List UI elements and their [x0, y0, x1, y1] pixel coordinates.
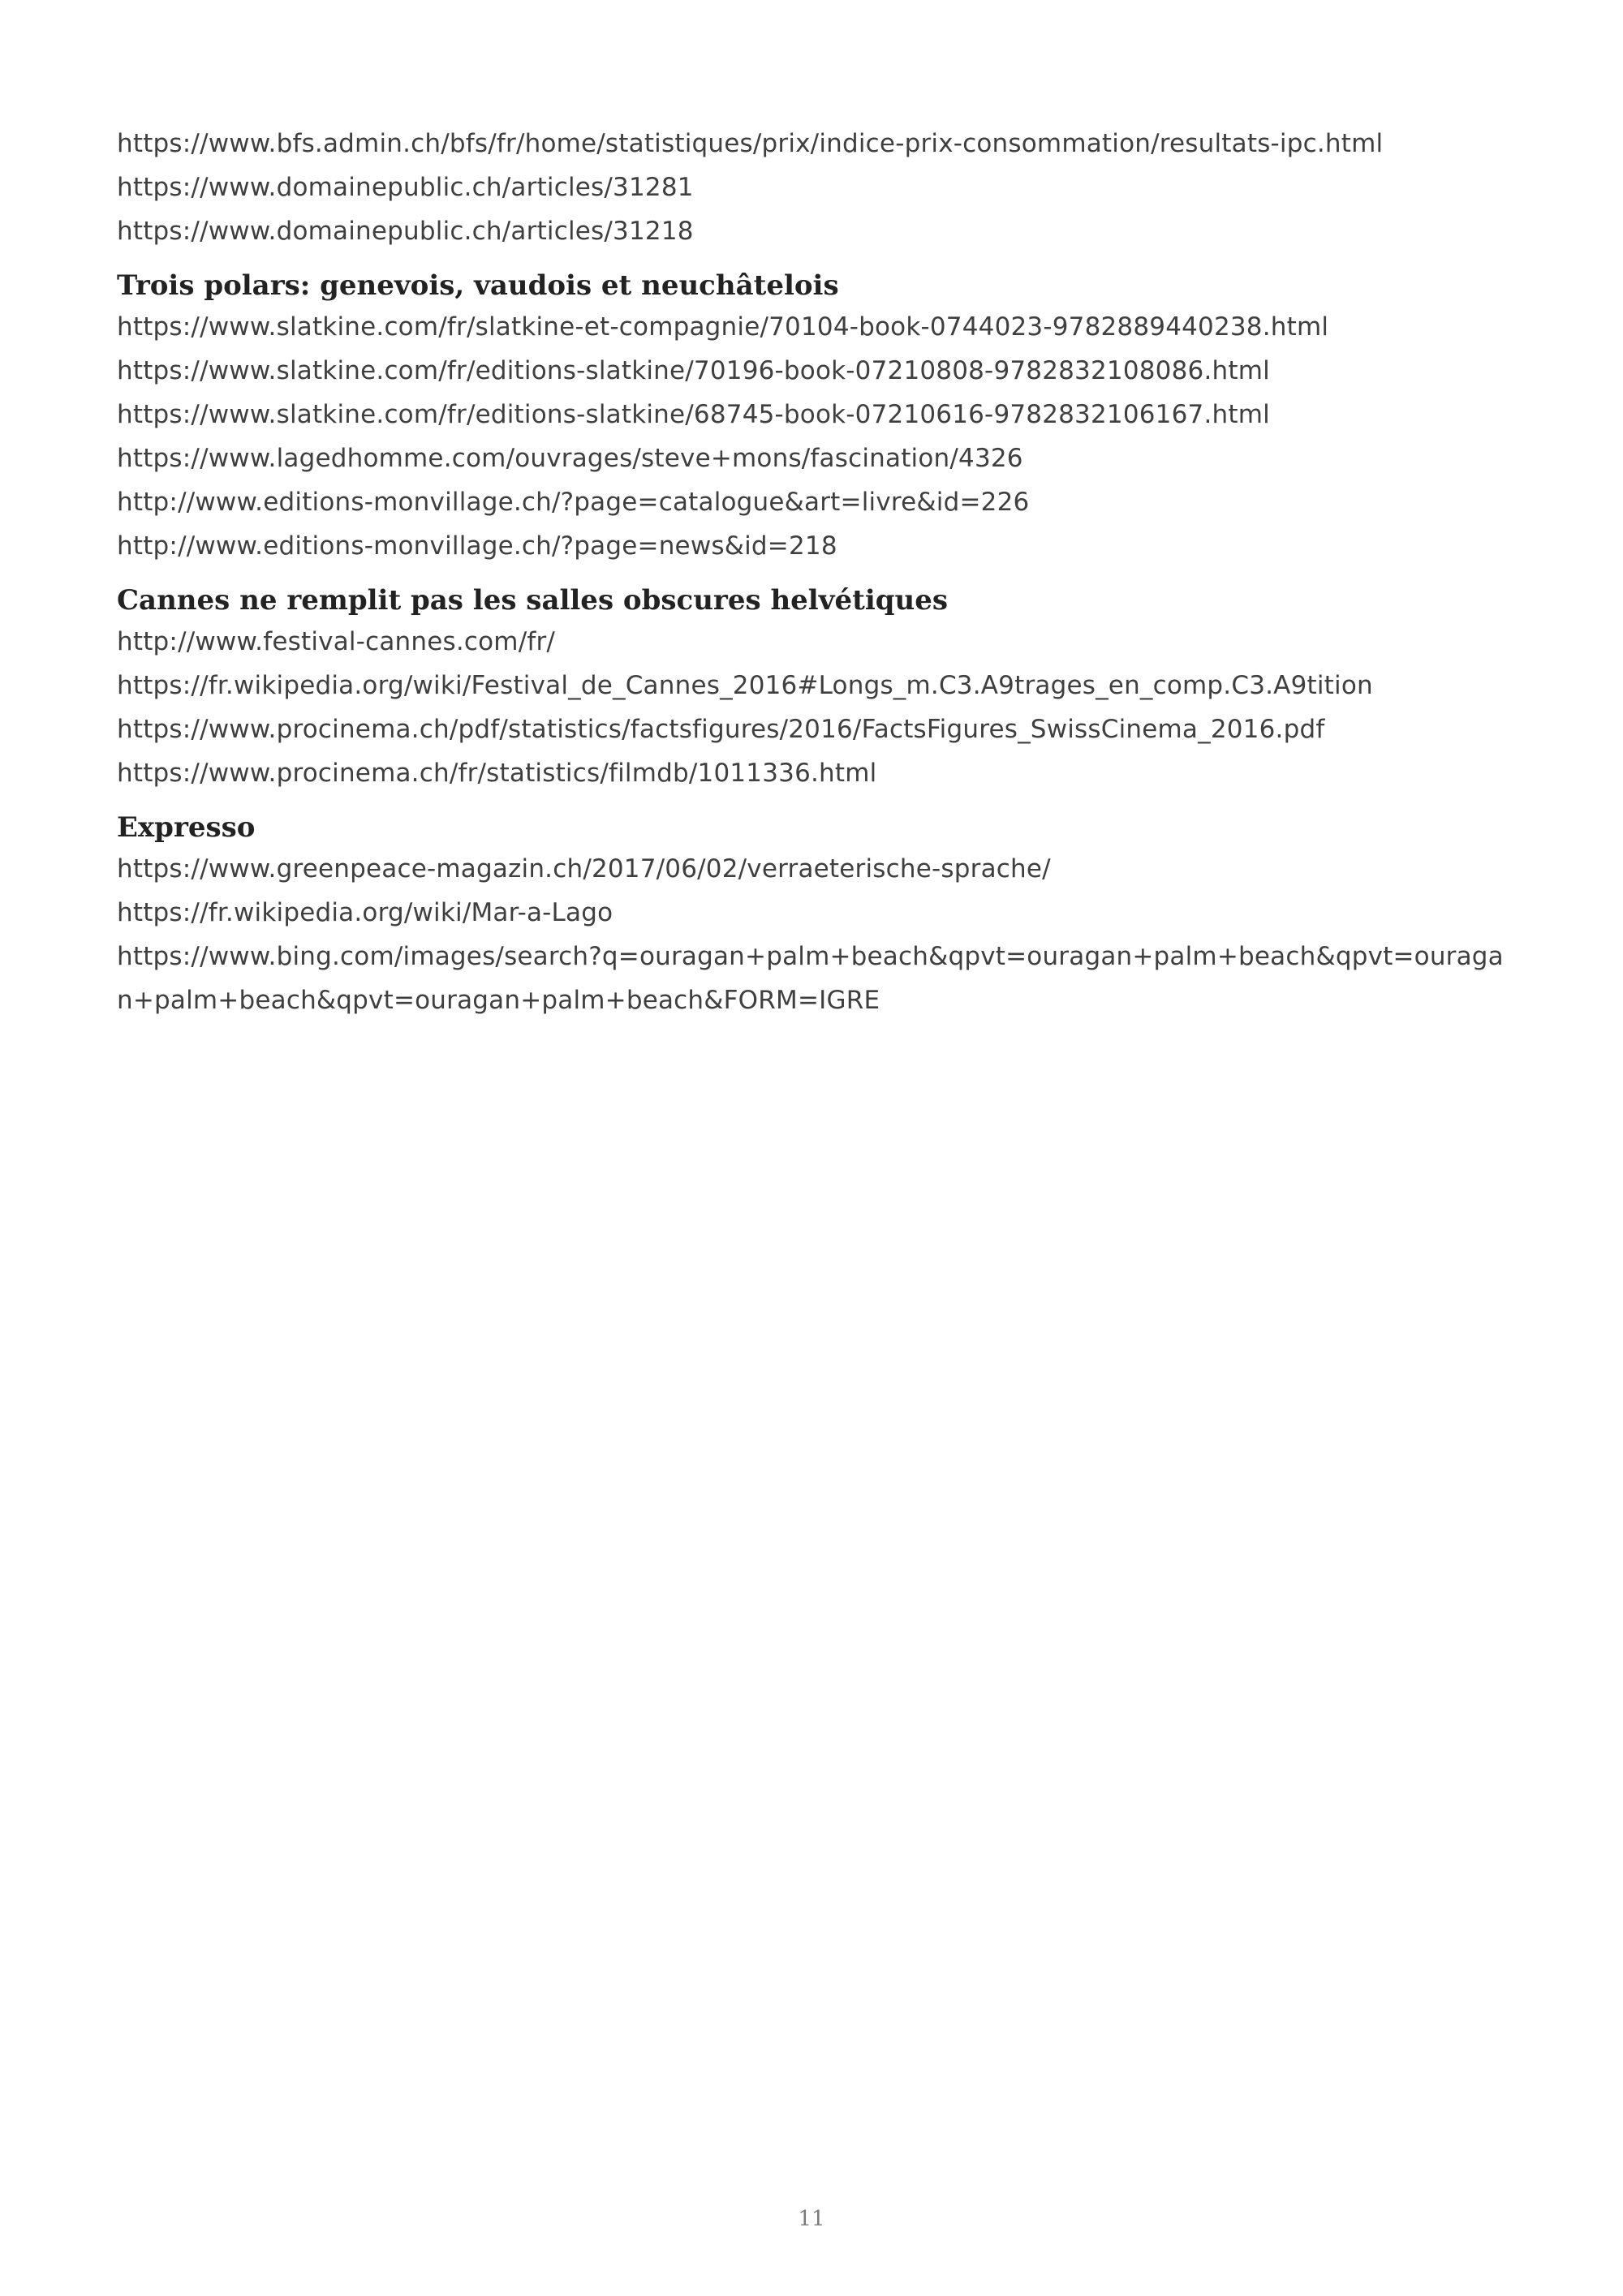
reference-link[interactable]: https://fr.wikipedia.org/wiki/Festival_de_Cannes_2016#Longs_m.C3.A9trages_en_comp.C3.A9tition	[117, 671, 1373, 700]
reference-link[interactable]: https://www.procinema.ch/fr/statistics/filmdb/1011336.html	[117, 759, 877, 788]
reference-link[interactable]: https://www.lagedhomme.com/ouvrages/steve+mons/fascination/4326	[117, 444, 1023, 473]
reference-link[interactable]: http://www.editions-monvillage.ch/?page=news&id=218	[117, 531, 837, 561]
section-heading: Expresso	[117, 811, 256, 844]
section-heading: Trois polars: genevois, vaudois et neuchâtelois	[117, 269, 839, 302]
reference-link[interactable]: https://www.domainepublic.ch/articles/31281	[117, 173, 694, 202]
reference-link[interactable]: https://www.domainepublic.ch/articles/31218	[117, 217, 694, 246]
reference-link[interactable]: https://www.slatkine.com/fr/editions-slatkine/70196-book-07210808-9782832108086.html	[117, 356, 1270, 385]
section-trois-polars	[117, 269, 1529, 568]
reference-link[interactable]: https://www.slatkine.com/fr/editions-slatkine/68745-book-07210616-9782832106167.html	[117, 400, 1270, 429]
section-heading: Cannes ne remplit pas les salles obscures helvétiques	[117, 584, 949, 617]
section-references-intro	[117, 122, 1529, 253]
section-cannes	[117, 584, 1529, 795]
reference-link[interactable]: https://www.bfs.admin.ch/bfs/fr/home/statistiques/prix/indice-prix-consommation/resultats-ipc.html	[117, 129, 1384, 158]
section-expresso	[117, 811, 1529, 1022]
reference-link[interactable]: http://www.festival-cannes.com/fr/	[117, 627, 556, 656]
reference-link[interactable]: https://www.procinema.ch/pdf/statistics/factsfigures/2016/FactsFigures_SwissCinema_2016.pdf	[117, 715, 1325, 744]
reference-link[interactable]: https://www.slatkine.com/fr/slatkine-et-compagnie/70104-book-0744023-9782889440238.html	[117, 312, 1329, 342]
document-page	[117, 122, 1529, 1022]
page-number: 11	[798, 2207, 825, 2231]
reference-link[interactable]: http://www.editions-monvillage.ch/?page=catalogue&art=livre&id=226	[117, 488, 1030, 517]
reference-link[interactable]: https://www.bing.com/images/search?q=ouragan+palm+beach&qpvt=ouragan+palm+beach&qpvt=ouragan+palm+beach&qpvt=ouragan+palm+beach&FORM=IGRE	[117, 942, 1504, 1015]
reference-link[interactable]: https://www.greenpeace-magazin.ch/2017/06/02/verraeterische-sprache/	[117, 854, 1051, 884]
reference-link[interactable]: https://fr.wikipedia.org/wiki/Mar-a-Lago	[117, 898, 613, 927]
